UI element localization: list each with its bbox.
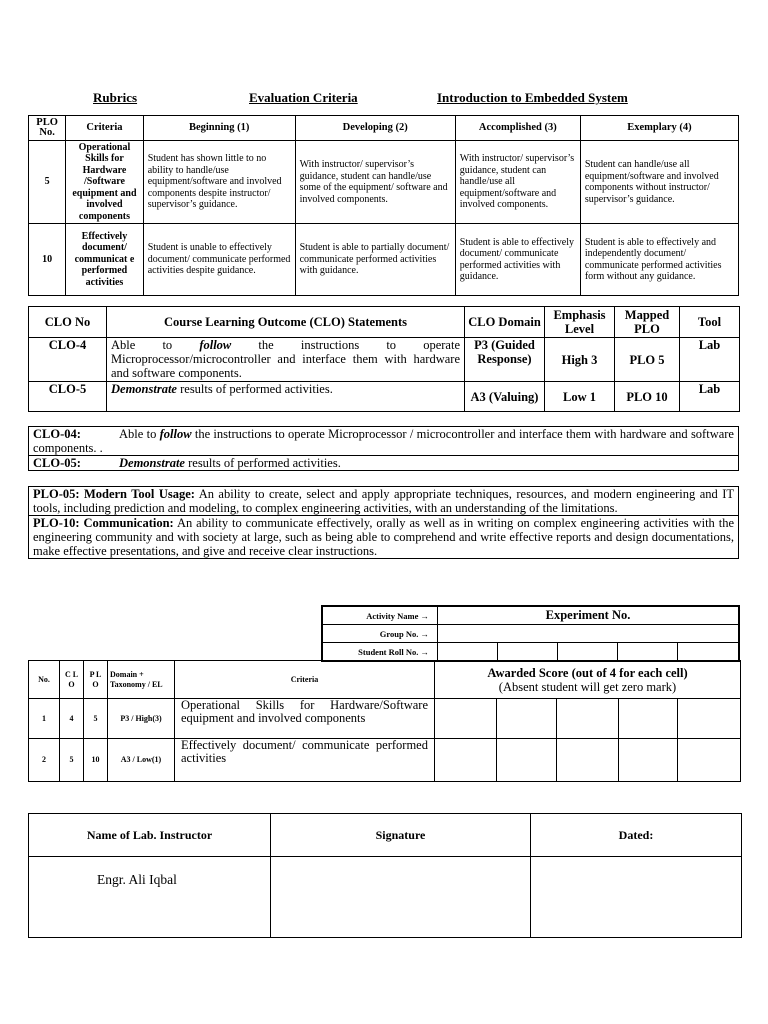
roll-no-cell[interactable] [558, 643, 618, 662]
awarded-score-header [435, 661, 741, 699]
dated-field[interactable] [531, 857, 742, 938]
header-course-title: Introduction to Embedded System [437, 90, 628, 105]
score-no: 1 [29, 699, 60, 739]
clo-row [29, 338, 740, 382]
score-col-no: No. [29, 661, 60, 699]
rubric-col-plo: PLO No. [29, 116, 66, 141]
rubric-beginning: Student has shown little to no ability to handle/use equipment/software and involved components despite instructor/ supervisor’s guidance. [143, 141, 295, 224]
roll-no-cell[interactable] [618, 643, 678, 662]
rubric-row [29, 224, 739, 296]
clo-col-no: CLO No [29, 307, 107, 338]
score-cell[interactable] [557, 739, 619, 782]
rubric-table [28, 115, 739, 296]
roll-no-cell[interactable] [498, 643, 558, 662]
clo-definitions [28, 426, 739, 471]
score-cell[interactable] [435, 739, 497, 782]
score-cell[interactable] [678, 699, 741, 739]
plo-definition: PLO-05: Modern Tool Usage: An ability to create, select and apply appropriate techniques, resources, and modern engineering and IT tools, including prediction and modeling, to complex engineering activities, with an understanding of the limitations. [29, 487, 738, 516]
plo-definition: PLO-10: Communication: An ability to communicate effectively, orally as well as in writing on complex engineering activities with the engineering community and with society at large, such as being able to comprehend and write effective reports and design documentations, make effective presentations, and give and receive clear instructions. [33, 516, 734, 558]
score-col-plo: P L O [84, 661, 108, 699]
signature-table [28, 813, 742, 938]
rubric-developing: With instructor/ supervisor’s guidance, student can handle/use some of the equipment/ software and involved components. [295, 141, 455, 224]
clo-col-emphasis: Emphasis Level [545, 307, 615, 338]
clo-col-tool: Tool [680, 307, 740, 338]
score-cell[interactable] [435, 699, 497, 739]
score-cell[interactable] [497, 699, 557, 739]
rubric-col-exemplary: Exemplary (4) [580, 116, 738, 141]
clo-col-domain: CLO Domain [465, 307, 545, 338]
clo-row [29, 382, 740, 412]
clo-header-row [29, 307, 740, 338]
score-cell[interactable] [557, 699, 619, 739]
rubric-developing: Student is able to partially document/ communicate performed activities with guidance. [295, 224, 455, 296]
score-cell[interactable] [619, 699, 678, 739]
rubric-col-criteria: Criteria [66, 116, 144, 141]
clo-emphasis: High 3 [545, 338, 615, 382]
clo-statement: Able to follow the instructions to operate Microprocessor/microcontroller and interface them with hardware and software components. [107, 338, 465, 382]
group-no-field[interactable] [438, 625, 740, 643]
roll-no-cell[interactable] [438, 643, 498, 662]
clo-definition: CLO-05: Demonstrate results of performed activities. [33, 456, 341, 470]
rubric-plo: 5 [29, 141, 66, 224]
rubric-plo: 10 [29, 224, 66, 296]
dated-header: Dated: [531, 814, 742, 857]
score-no: 2 [29, 739, 60, 782]
rubric-accomplished: Student is able to effectively document/ communicate performed activities with guidance. [455, 224, 580, 296]
clo-tool: Lab [680, 338, 740, 382]
roll-no-cell[interactable] [678, 643, 740, 662]
rubric-criteria: Effectively document/ communicat e performed activities [66, 224, 144, 296]
score-table [28, 660, 741, 782]
activity-name-label: Activity Name → [322, 606, 438, 625]
rubric-accomplished: With instructor/ supervisor’s guidance, student can handle/use all equipment/software and involved components. [455, 141, 580, 224]
rubric-col-accomplished: Accomplished (3) [455, 116, 580, 141]
clo-table [28, 306, 740, 412]
score-row [29, 739, 741, 782]
score-cell[interactable] [678, 739, 741, 782]
score-clo: 5 [60, 739, 84, 782]
clo-no: CLO-4 [29, 338, 107, 382]
score-criteria: Effectively document/ communicate performed activities [175, 739, 435, 782]
score-cell[interactable] [619, 739, 678, 782]
clo-definition: CLO-04: Able to follow the instructions to operate Microprocessor / microcontroller and interface them with hardware and software components. . [29, 427, 738, 456]
group-no-label: Group No. → [322, 625, 438, 643]
score-col-criteria: Criteria [175, 661, 435, 699]
score-plo: 5 [84, 699, 108, 739]
rubric-col-beginning: Beginning (1) [143, 116, 295, 141]
score-col-domain: Domain + Taxonomy / EL [108, 661, 175, 699]
clo-tool: Lab [680, 382, 740, 412]
awarded-score-title: Awarded Score (out of 4 for each cell) [487, 665, 688, 680]
clo-mapped-plo: PLO 10 [615, 382, 680, 412]
absent-note: (Absent student will get zero mark) [498, 679, 677, 694]
clo-col-statements: Course Learning Outcome (CLO) Statements [107, 307, 465, 338]
rubric-header-row [29, 116, 739, 141]
instructor-name-header: Name of Lab. Instructor [29, 814, 271, 857]
signature-field[interactable] [271, 857, 531, 938]
score-clo: 4 [60, 699, 84, 739]
clo-emphasis: Low 1 [545, 382, 615, 412]
clo-col-mapped-plo: Mapped PLO [615, 307, 680, 338]
rubric-exemplary: Student can handle/use all equipment/software and involved components without instructor/ supervisor’s guidance. [580, 141, 738, 224]
clo-mapped-plo: PLO 5 [615, 338, 680, 382]
rubric-col-developing: Developing (2) [295, 116, 455, 141]
score-cell[interactable] [497, 739, 557, 782]
instructor-name: Engr. Ali Iqbal [29, 857, 271, 938]
score-domain: A3 / Low(1) [108, 739, 175, 782]
rubric-beginning: Student is unable to effectively document/ communicate performed activities despite guidance. [143, 224, 295, 296]
signature-header: Signature [271, 814, 531, 857]
activity-info-table [321, 605, 740, 662]
rubric-exemplary: Student is able to effectively and independently document/ communicate performed activities form without any guidance. [580, 224, 738, 296]
clo-no: CLO-5 [29, 382, 107, 412]
rubric-row [29, 141, 739, 224]
rubric-criteria: Operational Skills for Hardware /Software equipment and involved components [66, 141, 144, 224]
score-plo: 10 [84, 739, 108, 782]
clo-domain: P3 (Guided Response) [465, 338, 545, 382]
header-evaluation-criteria: Evaluation Criteria [249, 90, 358, 105]
clo-domain: A3 (Valuing) [465, 382, 545, 412]
plo-definitions [28, 486, 739, 559]
header-rubrics: Rubrics [93, 90, 138, 105]
student-roll-label: Student Roll No. → [322, 643, 438, 662]
score-row [29, 699, 741, 739]
score-col-clo: C L O [60, 661, 84, 699]
score-criteria: Operational Skills for Hardware/Software equipment and involved components [175, 699, 435, 739]
score-domain: P3 / High(3) [108, 699, 175, 739]
activity-name-value[interactable]: Experiment No. [438, 606, 740, 625]
clo-statement: Demonstrate results of performed activities. [107, 382, 465, 412]
